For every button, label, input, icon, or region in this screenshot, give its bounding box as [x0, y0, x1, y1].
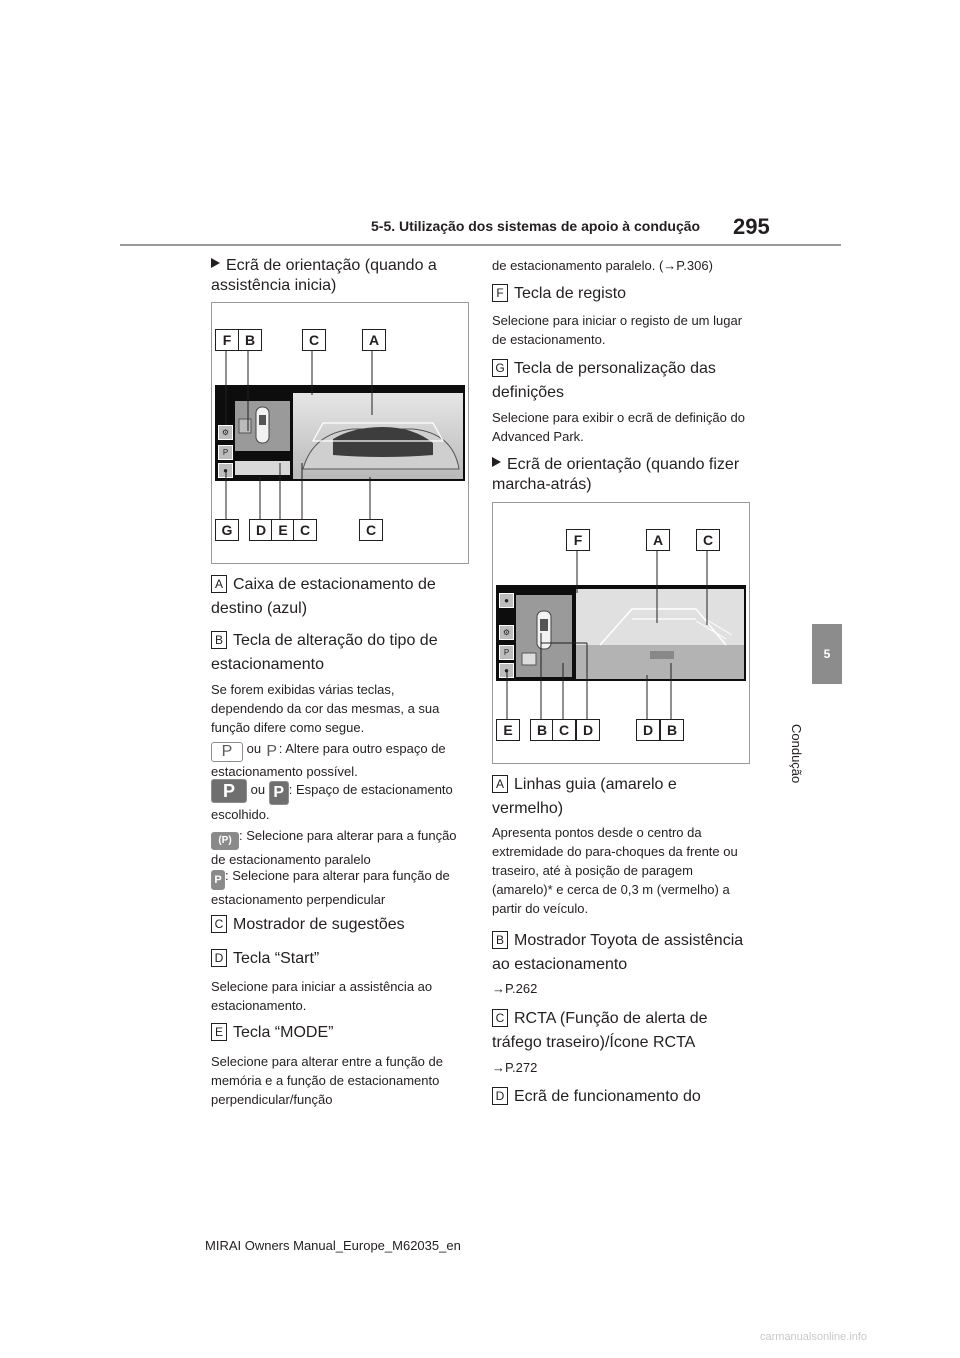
- chapter-tab: [812, 624, 842, 684]
- guidance-screen-figure-reverse: [492, 502, 750, 764]
- guidance-screen-figure-start: [211, 302, 469, 564]
- item-letter: C: [492, 1009, 508, 1027]
- parking-p-key-icon: P: [211, 742, 243, 762]
- chapter-label: Condução: [789, 724, 804, 784]
- parking-type-key-icon: P: [499, 645, 514, 660]
- selected-p-small-icon: P: [269, 781, 289, 805]
- item-f-description: Selecione para iniciar o registo de um lugar de estacionamento.: [492, 313, 743, 347]
- item2-b-ref[interactable]: →P.262: [492, 981, 538, 996]
- selected-p-key-icon: P: [211, 779, 247, 803]
- triangle-bullet-icon: [211, 258, 220, 268]
- callout-d-2: D: [636, 719, 660, 741]
- callout-a: A: [646, 529, 670, 551]
- item-e-heading: E Tecla “MODE”: [211, 1021, 463, 1045]
- parallel-parking-icon: (P): [211, 832, 239, 850]
- item2-a-heading: A Linhas guia (amarelo e vermelho): [492, 776, 677, 817]
- item-b-heading: B Tecla de alteração do tipo de estacionamento: [211, 632, 438, 673]
- item-e-description: Selecione para alterar entre a função de memória e a função de estacionamento perpendicular/função: [211, 1054, 443, 1107]
- callout-d: D: [576, 719, 600, 741]
- register-key-icon: ●: [499, 593, 514, 608]
- page-number: 295: [733, 214, 770, 239]
- section-title: 5-5. Utilização dos sistemas de apoio à condução: [371, 218, 701, 234]
- callout-f: F: [566, 529, 590, 551]
- callout-b-2: B: [660, 719, 684, 741]
- settings-key-icon: ⚙: [499, 625, 514, 640]
- item2-d-heading: D Ecrã de funcionamento do: [492, 1085, 748, 1109]
- left-subtitle: Ecrã de orientação (quando a assistência inicia): [211, 257, 437, 294]
- item2-c-heading: C RCTA (Função de alerta de tráfego traseiro)/Ícone RCTA: [492, 1010, 708, 1051]
- triangle-bullet-icon: [492, 457, 501, 467]
- callout-c-bottom: C: [552, 719, 576, 741]
- item-letter: G: [492, 359, 508, 377]
- item-letter: E: [211, 1023, 227, 1041]
- item-letter: B: [492, 931, 508, 949]
- continuation-text: de estacionamento paralelo. (→P.306): [492, 258, 713, 273]
- perpendicular-parking-icon: P: [211, 870, 225, 890]
- item2-b-heading: B Mostrador Toyota de assistência ao estacionamento: [492, 932, 744, 973]
- register-key-icon: ●: [218, 463, 233, 478]
- parking-p-small-icon: P: [266, 743, 278, 760]
- item-letter: A: [211, 575, 227, 593]
- callout-d: D: [249, 519, 273, 541]
- callout-c: C: [696, 529, 720, 551]
- item-b-line4: P : Selecione para alterar para função de estacionamento perpendicular: [211, 868, 450, 907]
- item-letter: B: [211, 631, 227, 649]
- callout-e: E: [271, 519, 295, 541]
- item-f-heading: F Tecla de registo: [492, 282, 748, 306]
- item-a-heading: A Caixa de estacionamento de destino (azul): [211, 576, 436, 617]
- callout-c-bottom: C: [293, 519, 317, 541]
- item-letter: D: [492, 1087, 508, 1105]
- item-d-heading: D Tecla “Start”: [211, 947, 463, 971]
- item2-a-description: Apresenta pontos desde o centro da extremidade do para-choques da frente ou traseiro, até à posição de paragem (amarelo)* e cerca de 0,3 m (vermelho) a partir do veículo.: [492, 825, 738, 916]
- item2-c-ref[interactable]: →P.272: [492, 1060, 538, 1075]
- parking-type-key-icon: P: [218, 445, 233, 460]
- item-c-heading: C Mostrador de sugestões: [211, 913, 463, 937]
- item-b-description: Se forem exibidas várias teclas, dependendo da cor das mesmas, a sua função difere como segue.: [211, 682, 440, 735]
- item-g-heading: G Tecla de personalização das definições: [492, 360, 716, 401]
- header-rule: [120, 244, 841, 246]
- callout-b: B: [238, 329, 262, 351]
- mode-key-icon: ●: [499, 663, 514, 678]
- callout-c-bottom-2: C: [359, 519, 383, 541]
- item-d-description: Selecione para iniciar a assistência ao estacionamento.: [211, 979, 433, 1013]
- item-letter: A: [492, 775, 508, 793]
- item-b-line3: (P) : Selecione para alterar para a função de estacionamento paralelo: [211, 828, 457, 867]
- callout-f: F: [215, 329, 239, 351]
- callout-g: G: [215, 519, 239, 541]
- item-letter: F: [492, 284, 508, 302]
- callout-c: C: [302, 329, 326, 351]
- callout-e: E: [496, 719, 520, 741]
- item-b-line2: P ou P : Espaço de estacionamento escolhido.: [211, 781, 453, 822]
- settings-key-icon: ⚙: [218, 425, 233, 440]
- callout-b: B: [530, 719, 554, 741]
- watermark: carmanualsonline.info: [760, 1331, 868, 1343]
- item-letter: C: [211, 915, 227, 933]
- right-subtitle: Ecrã de orientação (quando fizer marcha-atrás): [492, 456, 740, 493]
- item-b-line1: P ou P : Altere para outro espaço de estacionamento possível.: [211, 741, 446, 779]
- chapter-number: 5: [823, 647, 831, 661]
- item-g-description: Selecione para exibir o ecrã de definição do Advanced Park.: [492, 410, 745, 444]
- item-letter: D: [211, 949, 227, 967]
- footer-manual-id: MIRAI Owners Manual_Europe_M62035_en: [205, 1238, 461, 1253]
- callout-a: A: [362, 329, 386, 351]
